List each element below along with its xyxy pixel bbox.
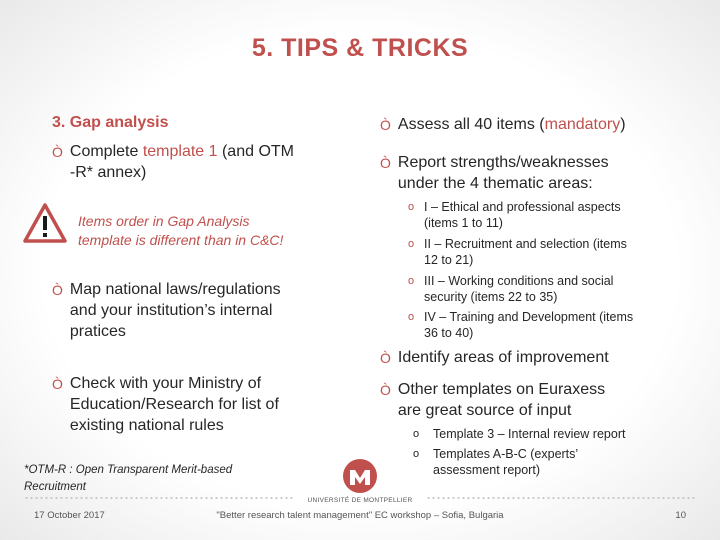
bullet-text: existing national rules <box>69 417 224 434</box>
arrow-bullet-icon: Ò <box>52 144 63 160</box>
bullet-text: Assess all 40 items ( <box>397 116 545 133</box>
mandatory-highlight: mandatory <box>544 116 621 133</box>
arrow-bullet-icon: Ò <box>52 376 63 392</box>
thematic-area-item <box>408 236 678 268</box>
arrow-bullet-icon: Ò <box>380 382 391 398</box>
footnote-line: Recruitment <box>24 481 86 493</box>
arrow-bullet-icon: Ò <box>380 155 391 171</box>
sub-bullet-icon: o <box>408 311 415 323</box>
sub-bullet-icon: o <box>408 238 415 250</box>
thematic-area-item <box>408 199 678 231</box>
bullet-text: (and OTM <box>217 143 294 160</box>
logo-text: UNIVERSITÉ DE MONTPELLIER <box>307 497 413 504</box>
thematic-area-item <box>408 273 678 305</box>
sub-bullet-icon: o <box>413 428 420 440</box>
footer-dots-left <box>24 496 294 500</box>
bullet-text: and your institution’s internal <box>69 302 273 319</box>
footer-event: "Better research talent management" EC workshop – Sofia, Bulgaria <box>216 510 504 521</box>
bullet-text: Report strengths/weaknesses <box>397 154 609 171</box>
gap-analysis-heading: 3. Gap analysis <box>52 114 169 131</box>
sub-bullet-icon: o <box>408 201 415 213</box>
bullet-text: Other templates on Euraxess <box>397 381 606 398</box>
bullet-text: are great source of input <box>397 402 572 419</box>
slide-title: 5. TIPS & TRICKS <box>251 34 469 62</box>
template-text: Templates A-B-C (experts’ <box>433 447 579 461</box>
bullet-text: pratices <box>69 323 126 340</box>
bullet-text: -R* annex) <box>69 164 147 181</box>
bullet-check-ministry <box>52 373 352 436</box>
bullet-map-laws <box>52 279 352 342</box>
warning-line: Items order in Gap Analysis <box>78 213 250 229</box>
warning-line: template is different than in C&C! <box>78 232 284 248</box>
thematic-area-text: 12 to 21) <box>424 253 474 267</box>
bullet-text: Complete <box>69 143 143 160</box>
footer-date: 17 October 2017 <box>34 510 105 521</box>
bullet-text: Education/Research for list of <box>69 396 279 413</box>
warning-message <box>78 212 338 250</box>
footnote-line: *OTM-R : Open Transparent Merit-based <box>24 464 233 476</box>
bullet-text: Identify areas of improvement <box>397 349 609 366</box>
otm-r-footnote <box>24 462 284 496</box>
thematic-area-text: III – Working conditions and social <box>424 274 614 288</box>
thematic-area-text: I – Ethical and professional aspects <box>424 200 621 214</box>
sub-bullet-icon: o <box>413 448 420 460</box>
arrow-bullet-icon: Ò <box>380 117 391 133</box>
template-text: Template 3 – Internal review report <box>433 427 626 441</box>
warning-icon <box>23 203 67 243</box>
arrow-bullet-icon: Ò <box>380 350 391 366</box>
thematic-area-text: 36 to 40) <box>424 326 474 340</box>
bullet-text: under the 4 thematic areas: <box>397 175 593 192</box>
sub-bullet-icon: o <box>408 275 415 287</box>
bullet-assess-items <box>380 114 700 136</box>
template-item <box>413 426 673 442</box>
bullet-complete-template <box>52 141 352 183</box>
bullet-text: Map national laws/regulations <box>69 281 281 298</box>
bullet-report-strengths <box>380 152 700 194</box>
bullet-other-templates <box>380 379 700 421</box>
bullet-text: Check with your Ministry of <box>69 375 262 392</box>
thematic-area-text: IV – Training and Development (items <box>424 310 634 324</box>
template-1-highlight: template 1 <box>142 143 218 160</box>
arrow-bullet-icon: Ò <box>52 282 63 298</box>
thematic-area-text: security (items 22 to 35) <box>424 290 558 304</box>
university-logo <box>298 458 422 504</box>
thematic-area-text: II – Recruitment and selection (items <box>424 237 627 251</box>
thematic-area-item <box>408 309 678 341</box>
template-item <box>413 446 673 478</box>
footer-dots-right <box>426 496 696 500</box>
footer-page-number: 10 <box>675 510 686 521</box>
bullet-identify-areas <box>380 347 700 369</box>
bullet-text: ) <box>620 116 626 133</box>
template-text: assessment report) <box>433 463 540 477</box>
thematic-area-text: (items 1 to 11) <box>424 216 503 230</box>
